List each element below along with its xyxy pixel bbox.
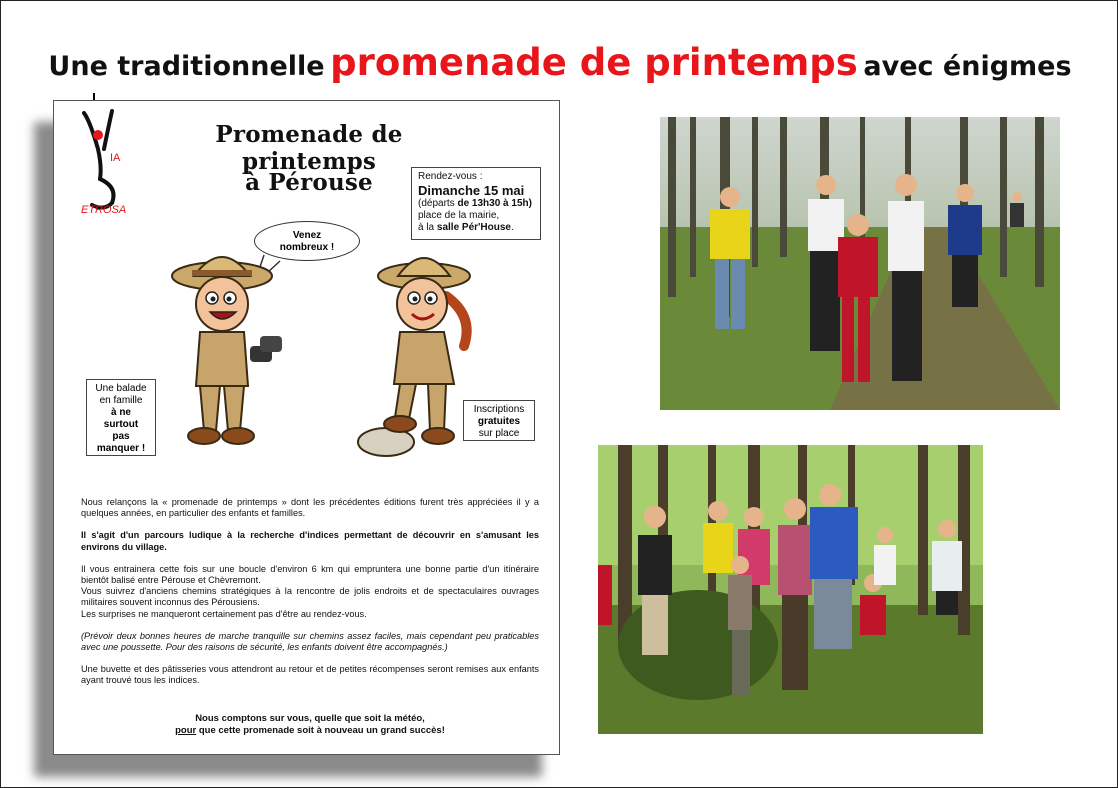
slide-title-post: avec énigmes <box>863 51 1072 82</box>
flyer-body-text <box>81 497 539 698</box>
forest-walk-photo <box>660 117 1060 410</box>
rdv-hall-post: . <box>511 222 514 233</box>
closing-line2-underlined: pour <box>175 725 197 736</box>
balade-line4: surtout <box>103 419 139 430</box>
inscriptions-line3: sur place <box>478 428 520 439</box>
closing-line1: Nous comptons sur vous, quelle que soit la météo, <box>195 713 425 724</box>
flyer-title-line1: Promenade de printemps <box>215 121 403 175</box>
rdv-departs-times: de 13h30 à 15h) <box>457 198 532 209</box>
paragraph-itineraire-a: Il vous entrainera cette fois sur une boucle d'environ 6 km qui empruntera une bonne partie d'un itinéraire bientôt balisé entre Pérouse et Chèvremont. <box>81 563 539 586</box>
paragraph-buvette: Une buvette et des pâtisseries vous attendront au retour et de petites récompenses seront remises aux enfants ayant trouvé tous les indices. <box>81 664 539 686</box>
closing-line2-rest: que cette promenade soit à nouveau un grand succès! <box>196 725 445 736</box>
rdv-date: Dimanche 15 mai <box>418 183 525 198</box>
inscriptions-box <box>463 400 535 441</box>
bubble-line1: Venez <box>292 230 322 241</box>
logo-text-ia: IA <box>110 152 121 164</box>
flyer-title-line2: à Pérouse <box>245 169 373 196</box>
rdv-departs-pre: (départs <box>418 198 455 209</box>
forest-group-photo <box>598 445 983 734</box>
association-logo <box>78 109 138 213</box>
rdv-place: place de la mairie, <box>418 210 500 221</box>
paragraph-itineraire-c: Les surprises ne manqueront certainement pas d'être au rendez-vous. <box>81 608 367 619</box>
bubble-line2: nombreux ! <box>279 242 335 253</box>
balade-box <box>86 379 156 456</box>
inscriptions-line2: gratuites <box>477 416 521 427</box>
paragraph-prevoir: (Prévoir deux bonnes heures de marche tranquille sur chemins assez faciles, mais cependant peu praticables avec une poussette. Pour des raisons de sécurité, les enfants doivent être accompagnés.) <box>81 630 539 653</box>
paragraph-itineraire <box>81 564 539 620</box>
balade-line3: à ne <box>110 407 131 418</box>
logo-text-etrosa: ETROSA <box>81 204 127 213</box>
flyer <box>53 100 560 755</box>
balade-line6: manquer ! <box>96 443 146 454</box>
balade-line2: en famille <box>99 395 143 406</box>
slide-title-pre: Une traditionnelle <box>48 51 325 82</box>
rdv-departs <box>418 198 534 210</box>
flyer-closing <box>81 713 539 737</box>
rdv-label: Rendez-vous : <box>418 171 483 182</box>
rdv-hall <box>418 222 534 234</box>
slide-title-highlight: promenade de printemps <box>330 41 858 84</box>
slide-title <box>1 41 1118 84</box>
paragraph-intro: Nous relançons la « promenade de printemps » dont les précédentes éditions furent très appréciées il y a quelques années, en particulier des enfants et familles. <box>81 497 539 519</box>
explorer-girl-figure <box>358 258 470 456</box>
rdv-hall-pre: à la <box>418 222 435 233</box>
balade-line1: Une balade <box>95 383 147 394</box>
paragraph-parcours: Il s'agit d'un parcours ludique à la recherche d'indices permettant de découvrir en s'amusant les environs du village. <box>81 530 539 552</box>
balade-line5: pas <box>112 431 130 442</box>
closing-line2 <box>81 725 539 737</box>
explorer-boy-figure <box>172 257 282 444</box>
inscriptions-line1: Inscriptions <box>473 404 525 415</box>
rdv-hall-name: salle Pér'House <box>436 222 511 233</box>
rendezvous-box <box>411 167 541 240</box>
explorer-kids-illustration <box>164 246 484 461</box>
paragraph-itineraire-b: Vous suivrez d'anciens chemins stratégiques à la rencontre de jolis endroits et de spectaculaires ouvrages militaires souvent inconnus des Pérousiens. <box>81 586 539 608</box>
